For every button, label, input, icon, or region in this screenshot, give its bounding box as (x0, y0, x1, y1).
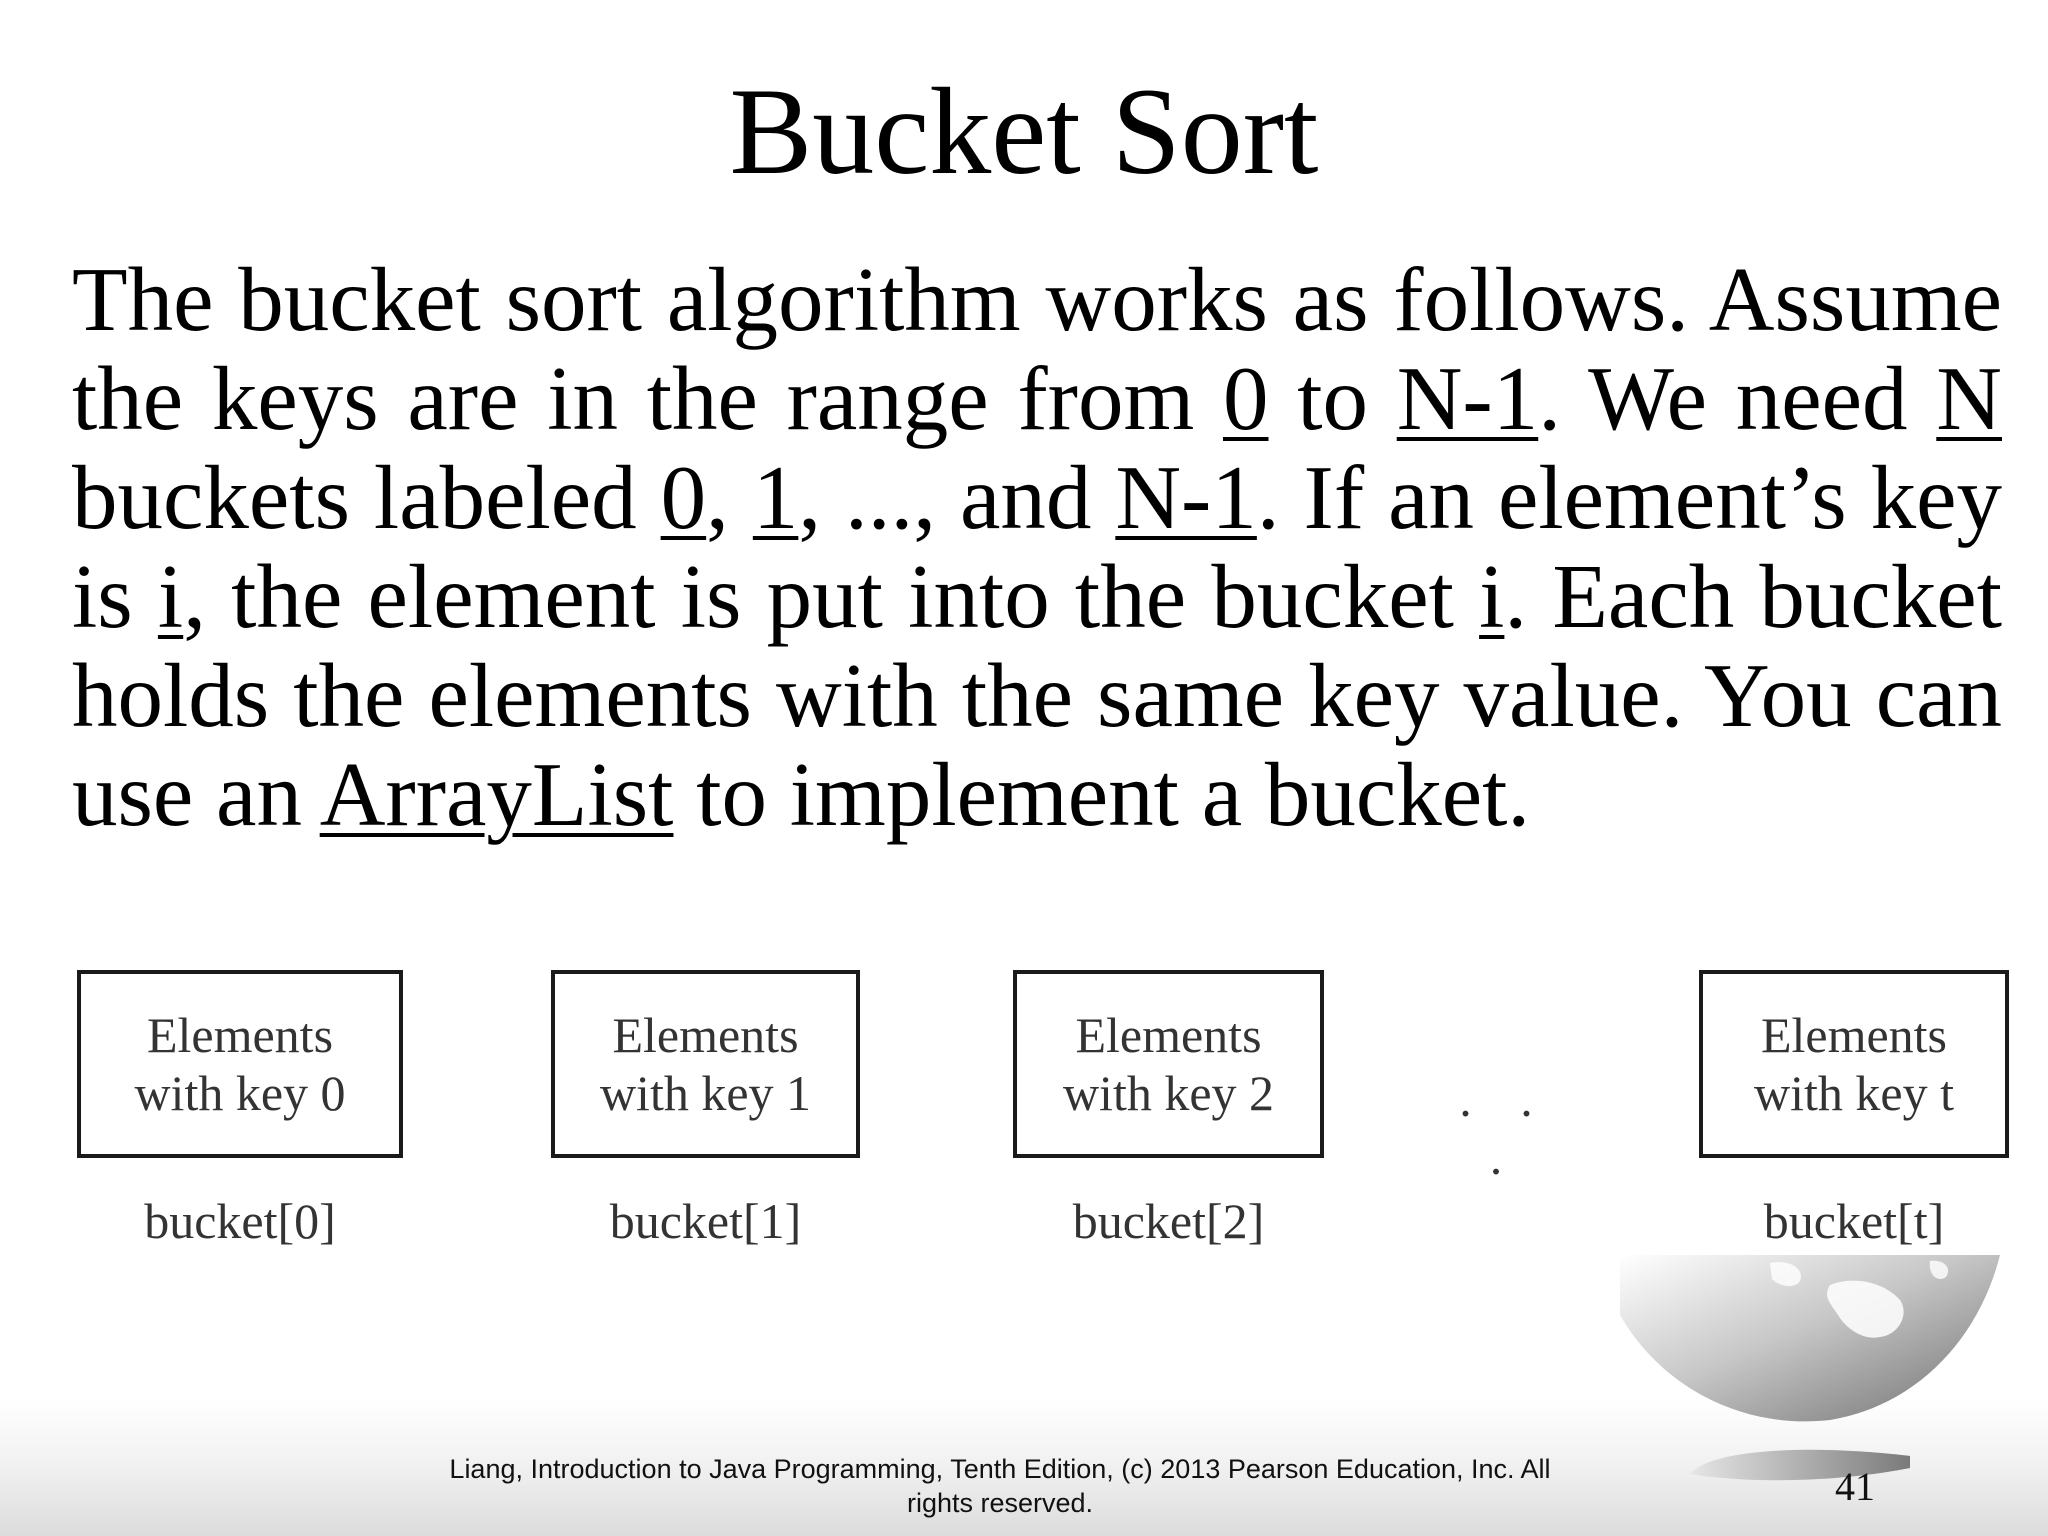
bucket-box-0-line2: with key 0 (134, 1065, 346, 1121)
body-text-segment: , (706, 447, 753, 548)
underlined-term: 0 (660, 447, 707, 548)
body-text-segment: buckets labeled (72, 447, 661, 548)
underlined-term: N (1936, 348, 2002, 449)
bucket-label-1: bucket[1] (609, 1193, 802, 1249)
page-number: 41 (1835, 1464, 1875, 1509)
bucket-box-t-line2: with key t (1754, 1065, 1954, 1121)
body-text-segment: . Each bucket holds the elements with the same key value. You can use an (72, 546, 2002, 845)
underlined-term: i (157, 546, 184, 647)
bucket-label-0: bucket[0] (144, 1193, 336, 1249)
globe-logo-icon (1600, 1255, 2020, 1435)
body-text-segment: . If an element’s key is (72, 447, 2003, 647)
bucket-box-t-line1: Elements (1760, 1007, 1948, 1063)
underlined-term: 1 (752, 447, 799, 548)
bucket-label-2: bucket[2] (1072, 1193, 1265, 1249)
bucket-box-1-line1: Elements (612, 1007, 799, 1063)
body-text-segment: The bucket sort algorithm works as follows. Assume the keys are in the range from (72, 249, 2002, 449)
body-text-segment: , ..., and (798, 447, 1116, 548)
bucket-box-2-line2: with key 2 (1062, 1065, 1275, 1121)
bucket-ellipsis: . . . (1459, 1071, 1551, 1185)
bucket-box-0-line1: Elements (146, 1007, 334, 1063)
bucket-box-t (1699, 970, 2009, 1158)
bucket-box-1 (551, 970, 860, 1158)
copyright-footer (400, 1452, 1600, 1520)
underlined-term: 0 (1223, 348, 1269, 449)
bucket-box-2 (1013, 970, 1324, 1158)
slide-title: Bucket Sort (729, 63, 1319, 200)
bucket-box-1-line2: with key 1 (599, 1065, 812, 1121)
copyright-footer-line1: Liang, Introduction to Java Programming, Tenth Edition, (c) 2013 Pearson Education, Inc. All (449, 1454, 1551, 1484)
underlined-term: N-1 (1396, 348, 1539, 449)
underlined-term: ArrayList (319, 744, 674, 845)
copyright-footer-line2: rights reserved. (906, 1488, 1094, 1518)
bucket-box-2-line1: Elements (1075, 1007, 1262, 1063)
slide-body-paragraph (72, 250, 2002, 844)
body-text-segment: , the element is put into the bucket (183, 546, 1480, 647)
body-text-segment: to implement a bucket. (673, 744, 1531, 845)
bucket-label-t: bucket[t] (1763, 1193, 1945, 1249)
body-text-segment: to (1268, 348, 1397, 449)
underlined-term: i (1479, 546, 1505, 647)
bucket-box-0 (77, 970, 403, 1158)
underlined-term: N-1 (1115, 447, 1257, 548)
body-text-segment: . We need (1538, 348, 1937, 449)
